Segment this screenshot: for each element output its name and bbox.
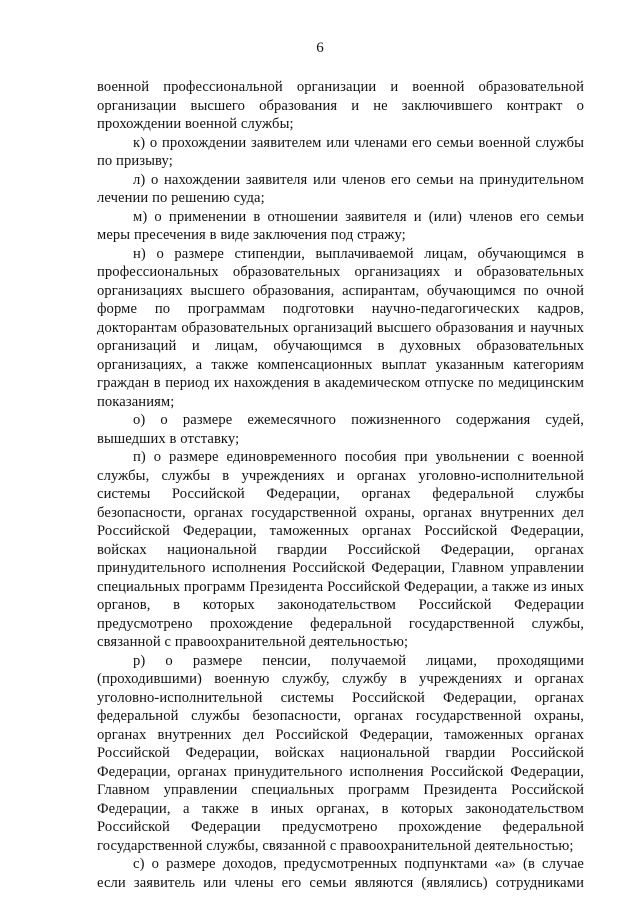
subitem-k: к) о прохождении заявителем или членами его семьи военной службы по призыву; bbox=[97, 134, 584, 169]
document-body bbox=[97, 78, 584, 892]
page-number: 6 bbox=[316, 40, 324, 56]
subitem-l: л) о нахождении заявителя или членов его семьи на принудительном лечении по решению суда; bbox=[97, 171, 584, 206]
paragraph-continuation: военной профессиональной организации и военной образовательной организации высшего образования и не заключившего контракт о прохождении военной службы; bbox=[97, 79, 584, 132]
subitem-p: п) о размере единовременного пособия при увольнении с военной службы, службы в учреждениях и органах уголовно-исполнительной системы Российской Федерации, органах федеральной службы безопасности, органах государственной охраны, органах внутренних дел Российской Федерации, таможенных органах Российской Федерации, войсках национальной гвардии Российской Федерации, органах принудительного исполнения Российской Федерации, Главном управлении специальных программ Президента Российской Федерации, а также из иных органов, в которых законодательством Российской Федерации предусмотрено прохождение федеральной государственной службы, связанной с правоохранительной деятельностью; bbox=[97, 449, 584, 650]
subitem-s: с) о размере доходов, предусмотренных подпунктами «а» (в случае если заявитель или члены его семьи являются (являлись) сотрудниками bbox=[97, 856, 584, 891]
subitem-n: н) о размере стипендии, выплачиваемой лицам, обучающимся в профессиональных образовательных организациях и образовательных организациях высшего образования, аспирантам, обучающимся по очной форме по программам подготовки научно-педагогических кадров, докторантам образовательных организаций высшего образования и научных организаций и лицам, обучающимся в духовных образовательных организациях, а также компенсационных выплат указанным категориям граждан в период их нахождения в академическом отпуске по медицинским показаниям; bbox=[97, 245, 584, 410]
subitem-r: р) о размере пенсии, получаемой лицами, проходящими (проходившими) военную службу, службу в учреждениях и органах уголовно-исполнительной системы Российской Федерации, органах федеральной службы безопасности, органах государственной охраны, органах внутренних дел Российской Федерации, таможенных органах Российской Федерации, войсках национальной гвардии Российской Федерации, органах принудительного исполнения Российской Федерации, Главном управлении специальных программ Президента Российской Федерации, а также в иных органах, в которых законодательством Российской Федерации предусмотрено прохождение федеральной государственной службы, связанной с правоохранительной деятельностью; bbox=[97, 652, 584, 854]
subitem-m: м) о применении в отношении заявителя и (или) членов его семьи меры пресечения в виде заключения под стражу; bbox=[97, 208, 584, 243]
subitem-o: о) о размере ежемесячного пожизненного содержания судей, вышедших в отставку; bbox=[97, 412, 584, 447]
